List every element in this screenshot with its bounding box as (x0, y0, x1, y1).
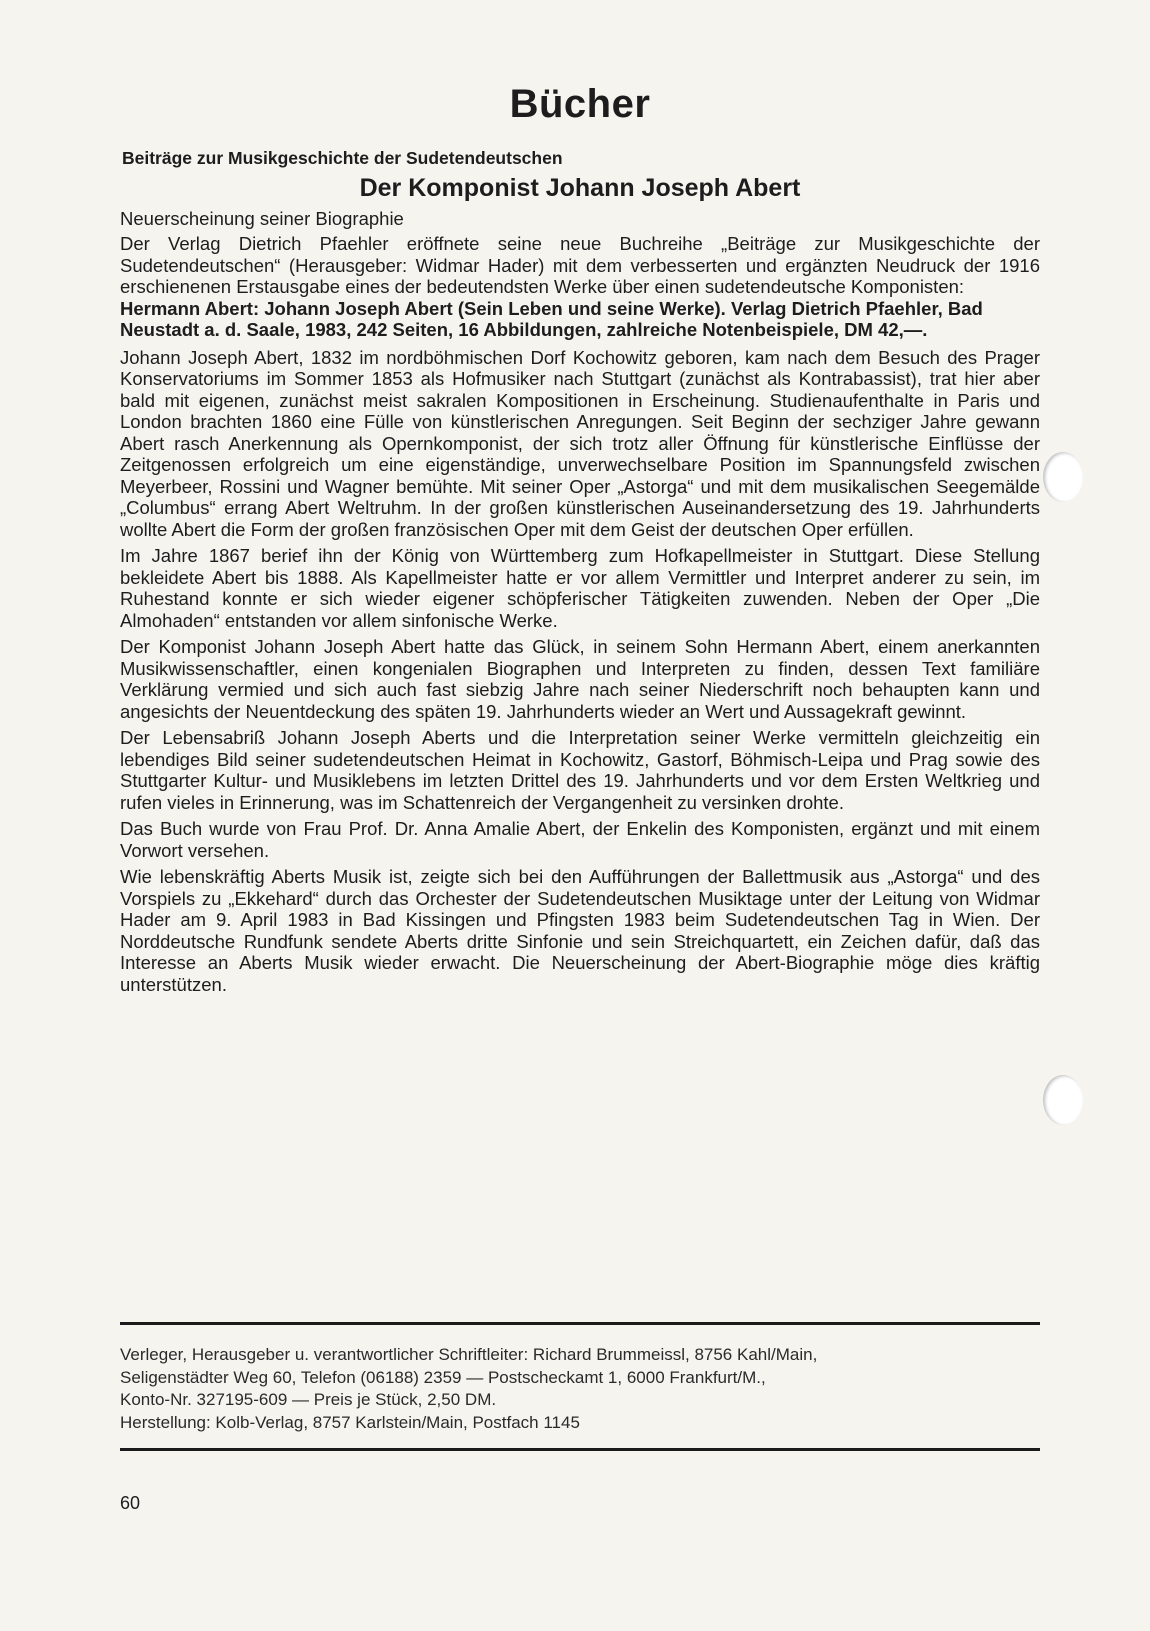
article-headline: Der Komponist Johann Joseph Abert (359, 174, 801, 202)
punch-hole-bottom (1043, 1075, 1083, 1125)
article (120, 82, 1040, 1000)
bibliography-entry: Hermann Abert: Johann Joseph Abert (Sein Leben und seine Werke). Verlag Dietrich Pfaehler, Bad Neustadt a. d. Saale, 1983, 242 Seiten, 16 Abbildungen, zahlreiche Notenbeispiele, DM 42,—. (120, 297, 983, 341)
body-paragraph: Der Komponist Johann Joseph Abert hatte das Glück, in seinem Sohn Hermann Abert, einem anerkannten Musikwissenschaftler, einen kongenialen Biographen und Interpreten zu finden, dessen Text familiäre Verklärung vermied und sich auch fast siebzig Jahre nach seiner Niederschrift noch behaupten kann und angesichts der Neuentdeckung des späten 19. Jahrhunderts wieder an Wert und Aussagekraft gewinnt. (120, 636, 1040, 722)
imprint-line: Seligenstädter Weg 60, Telefon (06188) 2359 — Postscheckamt 1, 6000 Frankfurt/M., (120, 1367, 766, 1387)
imprint-line: Herstellung: Kolb-Verlag, 8757 Karlstein/Main, Postfach 1145 (120, 1412, 580, 1432)
imprint (120, 1344, 1040, 1434)
imprint-line: Konto-Nr. 327195-609 — Preis je Stück, 2,50 DM. (120, 1390, 497, 1409)
punch-hole-top (1043, 452, 1083, 502)
body-paragraph: Johann Joseph Abert, 1832 im nordböhmischen Dorf Kochowitz geboren, kam nach dem Besuch des Prager Konservatoriums im Sommer 1853 als Hofmusiker nach Stuttgart (zunächst als Kontrabassist), trat hier aber bald mit eigenen, zunächst meist sakralen Kompositionen in Erscheinung. Studienaufenthalte in Paris und London brachten 1860 eine Fülle von künstlerischen Anregungen. Seit Beginn der sechziger Jahre gewann Abert rasch Anerkennung als Opernkomponist, der sich trotz aller Öffnung für künstlerische Einflüsse der Zeitgenossen erfolgreich um eine eigenständige, unverwechselbare Position im Spannungsfeld zwischen Meyerbeer, Rossini und Wagner bemühte. Mit seiner Oper „Astorga“ und mit dem musikalischen Seegemälde „Columbus“ errang Abert Weltruhm. In der großen künstlerischen Auseinandersetzung des 19. Jahrhunderts wollte Abert die Form der großen französischen Oper mit dem Geist der deutschen Oper erfüllen. (120, 346, 1040, 540)
series-title: Beiträge zur Musikgeschichte der Sudetendeutschen (122, 148, 563, 168)
body-paragraph: Das Buch wurde von Frau Prof. Dr. Anna Amalie Abert, der Enkelin des Komponisten, ergänzt und mit einem Vorwort versehen. (120, 818, 1040, 861)
footer-top-rule (120, 1322, 1040, 1325)
imprint-line: Verleger, Herausgeber u. verantwortlicher Schriftleiter: Richard Brummeissl, 8756 Kahl/Main, (120, 1345, 818, 1364)
body-paragraph: Im Jahre 1867 berief ihn der König von Württemberg zum Hofkapellmeister in Stuttgart. Diese Stellung bekleidete Abert bis 1888. Als Kapellmeister hatte er vor allem Vermittler und Interpret anderer zu sein, im Ruhestand konnte er sich wieder eigener schöpferischer Tätigkeiten zuwenden. Neben der Oper „Die Almohaden“ entstanden vor allem sinfonische Werke. (120, 545, 1040, 631)
footer-bottom-rule (120, 1448, 1040, 1451)
body-paragraph: Wie lebenskräftig Aberts Musik ist, zeigte sich bei den Aufführungen der Ballettmusik aus „Astorga“ und des Vorspiels zu „Ekkehard“ durch das Orchester der Sudetendeutschen Musiktage unter der Leitung von Widmar Hader am 9. April 1983 in Bad Kissingen und Pfingsten 1983 beim Sudetendeutschen Tag in Wien. Der Norddeutsche Rundfunk sendete Aberts dritte Sinfonie und sein Streichquartett, ein Zeichen dafür, daß das Interesse an Aberts Musik wieder erwacht. Die Neuerscheinung der Abert-Biographie möge dies kräftig unterstützen. (120, 866, 1040, 995)
body-paragraph: Der Lebensabriß Johann Joseph Aberts und die Interpretation seiner Werke vermitteln gleichzeitig ein lebendiges Bild seiner sudetendeutschen Heimat in Kochowitz, Gastorf, Böhmisch-Leipa und Prag sowie des Stuttgarter Kultur- und Musiklebens im letzten Drittel des 19. Jahrhunderts und vor dem Ersten Weltkrieg und rufen vieles in Erinnerung, was im Schattenreich der Vergangenheit zu versinken drohte. (120, 727, 1040, 813)
page-number: 60 (120, 1493, 141, 1513)
page-title: Bücher (509, 82, 651, 126)
intro-paragraph: Der Verlag Dietrich Pfaehler eröffnete seine neue Buchreihe „Beiträge zur Musikgeschichte der Sudetendeutschen“ (Herausgeber: Widmar Hader) mit dem verbesserten und ergänzten Neudruck der 1916 erschienenen Erstausgabe eines der bedeutendsten Werke über einen sudetendeutsche Komponisten: (120, 233, 1040, 298)
article-subheading: Neuerscheinung seiner Biographie (120, 208, 404, 230)
